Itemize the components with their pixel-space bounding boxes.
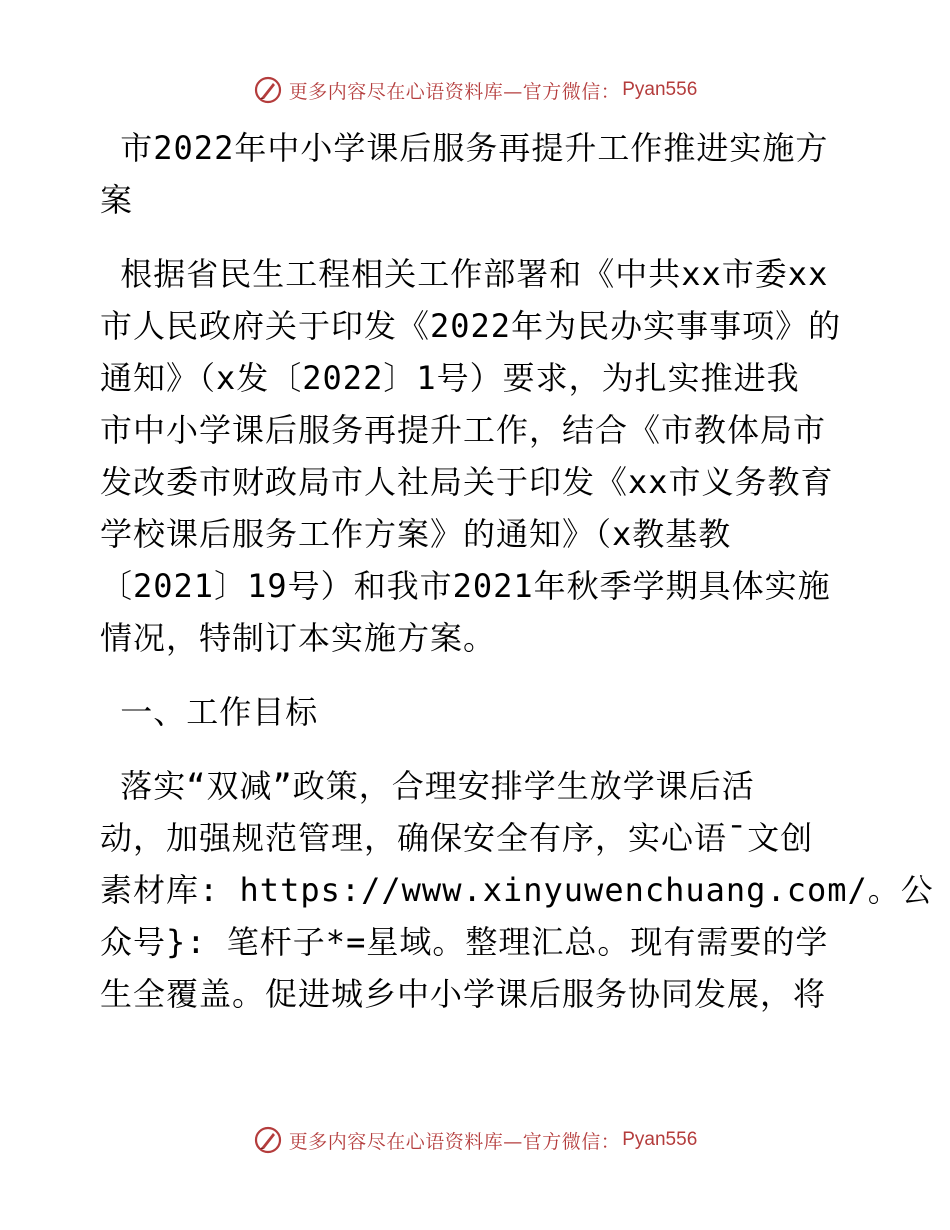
paragraph-line: 发改委市财政局市人社局关于印发《xx市义务教育	[100, 463, 834, 501]
title-line: 市2022年中小学课后服务再提升工作推进实施方	[100, 129, 829, 167]
section-heading: 一、工作目标	[100, 693, 319, 731]
paragraph-line: 通知》（x发〔2022〕1号）要求，为扎实推进我	[100, 359, 800, 397]
paragraph-line: 动，加强规范管理，确保安全有序，实心语¯文创	[100, 819, 814, 857]
watermark-contact: Pyan556	[622, 1129, 698, 1150]
paragraph-line: 落实“双减”政策，合理安排学生放学课后活	[100, 767, 755, 805]
quill-logo-icon	[253, 1125, 283, 1155]
footer-watermark	[0, 1122, 950, 1158]
paragraph-line: 素材库: https://www.xinyuwenchuang.com/。公	[100, 871, 934, 909]
paragraph-line: 根据省民生工程相关工作部署和《中共xx市委xx	[100, 255, 829, 293]
watermark-contact: Pyan556	[622, 79, 698, 100]
paragraph-line: 生全覆盖。促进城乡中小学课后服务协同发展，将	[100, 975, 827, 1013]
paragraph-intro	[100, 248, 870, 664]
paragraph-line: 情况，特制订本实施方案。	[100, 619, 497, 657]
watermark-text: 更多内容尽在心语资料库—官方微信：	[288, 80, 621, 103]
title-line: 案	[100, 181, 134, 219]
paragraph-line: 市中小学课后服务再提升工作，结合《市教体局市	[100, 411, 827, 449]
paragraph-line: 〔2021〕19号）和我市2021年秋季学期具体实施	[100, 567, 831, 605]
document-body	[100, 122, 934, 1020]
document-title	[100, 122, 870, 226]
paragraph-line: 学校课后服务工作方案》的通知》（x教基教	[100, 515, 732, 553]
watermark-text: 更多内容尽在心语资料库—官方微信：	[288, 1130, 621, 1153]
paragraph-goals	[100, 760, 934, 1020]
header-watermark	[0, 72, 950, 108]
paragraph-line: 众号}: 笔杆子*=星域。整理汇总。现有需要的学	[100, 923, 829, 961]
paragraph-line: 市人民政府关于印发《2022年为民办实事事项》的	[100, 307, 842, 345]
quill-logo-icon	[253, 75, 283, 105]
